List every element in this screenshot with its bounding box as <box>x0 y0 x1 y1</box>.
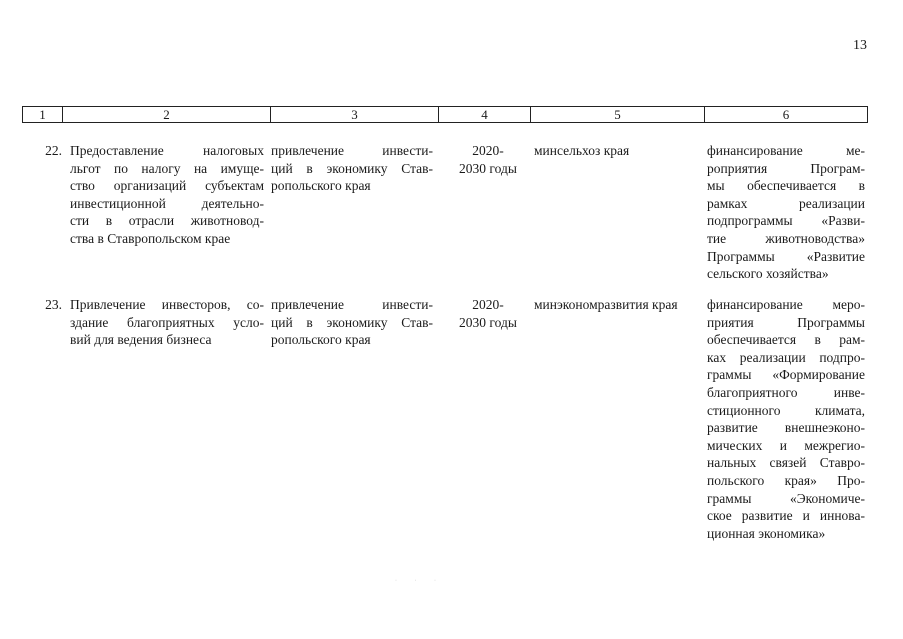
goal-cell <box>271 142 433 195</box>
text-line: ций в экономику Став- <box>271 314 433 330</box>
text-line: развитие внешнеэконо- <box>707 420 865 436</box>
text-line: ства в Ставропольском крае <box>70 230 231 246</box>
text-line: мических и межрегио- <box>707 437 865 453</box>
text-line: финансирование ме- <box>707 143 865 158</box>
text-line: здание благоприятных усло- <box>70 314 264 330</box>
executor-cell <box>534 142 714 160</box>
text-line: минэкономразвития края <box>534 297 678 312</box>
column-number-2: 2 <box>63 107 271 122</box>
row-number: 22. <box>45 143 62 158</box>
measure-cell <box>70 142 264 248</box>
text-line: подпрограммы «Разви- <box>707 213 865 229</box>
text-line: благоприятного инве- <box>707 384 865 400</box>
financing-cell <box>707 296 865 542</box>
text-line: польского края» Про- <box>707 472 865 488</box>
text-line: ционная экономика» <box>707 525 826 541</box>
text-line: Программы «Развитие <box>707 248 865 264</box>
text-line: стиционного климата, <box>707 402 865 418</box>
period-cell <box>440 296 536 331</box>
text-line: ропольского края <box>271 178 371 194</box>
text-line: роприятия Програм- <box>707 160 865 176</box>
table-header-row <box>22 106 868 123</box>
text-line: привлечение инвести- <box>271 297 433 312</box>
column-number-6: 6 <box>782 107 790 122</box>
text-line: минсельхоз края <box>534 143 630 158</box>
text-line: Привлечение инвесторов, со- <box>70 297 264 312</box>
scan-specks: · · · <box>395 578 444 584</box>
financing-cell <box>707 142 865 283</box>
text-line: рамках реализации <box>707 195 865 211</box>
text-line: обеспечивается в рам- <box>707 332 865 348</box>
text-line: ках реализации подпро- <box>707 349 865 365</box>
page-number: 13 <box>853 38 867 53</box>
text-line: 2030 годы <box>459 160 517 176</box>
column-number-4: 4 <box>439 107 531 122</box>
text-line: 2020- <box>472 297 504 312</box>
text-line: приятия Программы <box>707 314 865 330</box>
text-line: льгот по налогу на имуще- <box>70 160 264 176</box>
text-line: ское развитие и иннова- <box>707 508 865 524</box>
text-line: 2030 годы <box>459 314 517 330</box>
text-line: сти в отрасли животновод- <box>70 213 264 229</box>
text-line: нальных связей Ставро- <box>707 455 865 471</box>
text-line: ропольского края <box>271 332 371 348</box>
row-number: 23. <box>45 297 62 312</box>
column-number-3: 3 <box>271 107 439 122</box>
column-number-1: 1 <box>23 107 63 122</box>
text-line: мы обеспечивается в <box>707 178 865 194</box>
text-line: тие животноводства» <box>707 230 865 246</box>
text-line: Предоставление налоговых <box>70 143 264 158</box>
executor-cell <box>534 296 714 314</box>
text-line: ций в экономику Став- <box>271 160 433 176</box>
text-line: вий для ведения бизнеса <box>70 332 212 348</box>
column-number-5: 5 <box>531 107 705 122</box>
text-line: инвестиционной деятельно- <box>70 195 264 211</box>
period-cell <box>440 142 536 177</box>
text-line: граммы «Формирование <box>707 367 865 383</box>
text-line: финансирование меро- <box>707 297 865 312</box>
text-line: 2020- <box>472 143 504 158</box>
measure-cell <box>70 296 264 349</box>
text-line: ство организаций субъектам <box>70 178 264 194</box>
text-line: граммы «Экономиче- <box>707 490 865 506</box>
text-line: сельского хозяйства» <box>707 266 829 282</box>
text-line: привлечение инвести- <box>271 143 433 158</box>
goal-cell <box>271 296 433 349</box>
